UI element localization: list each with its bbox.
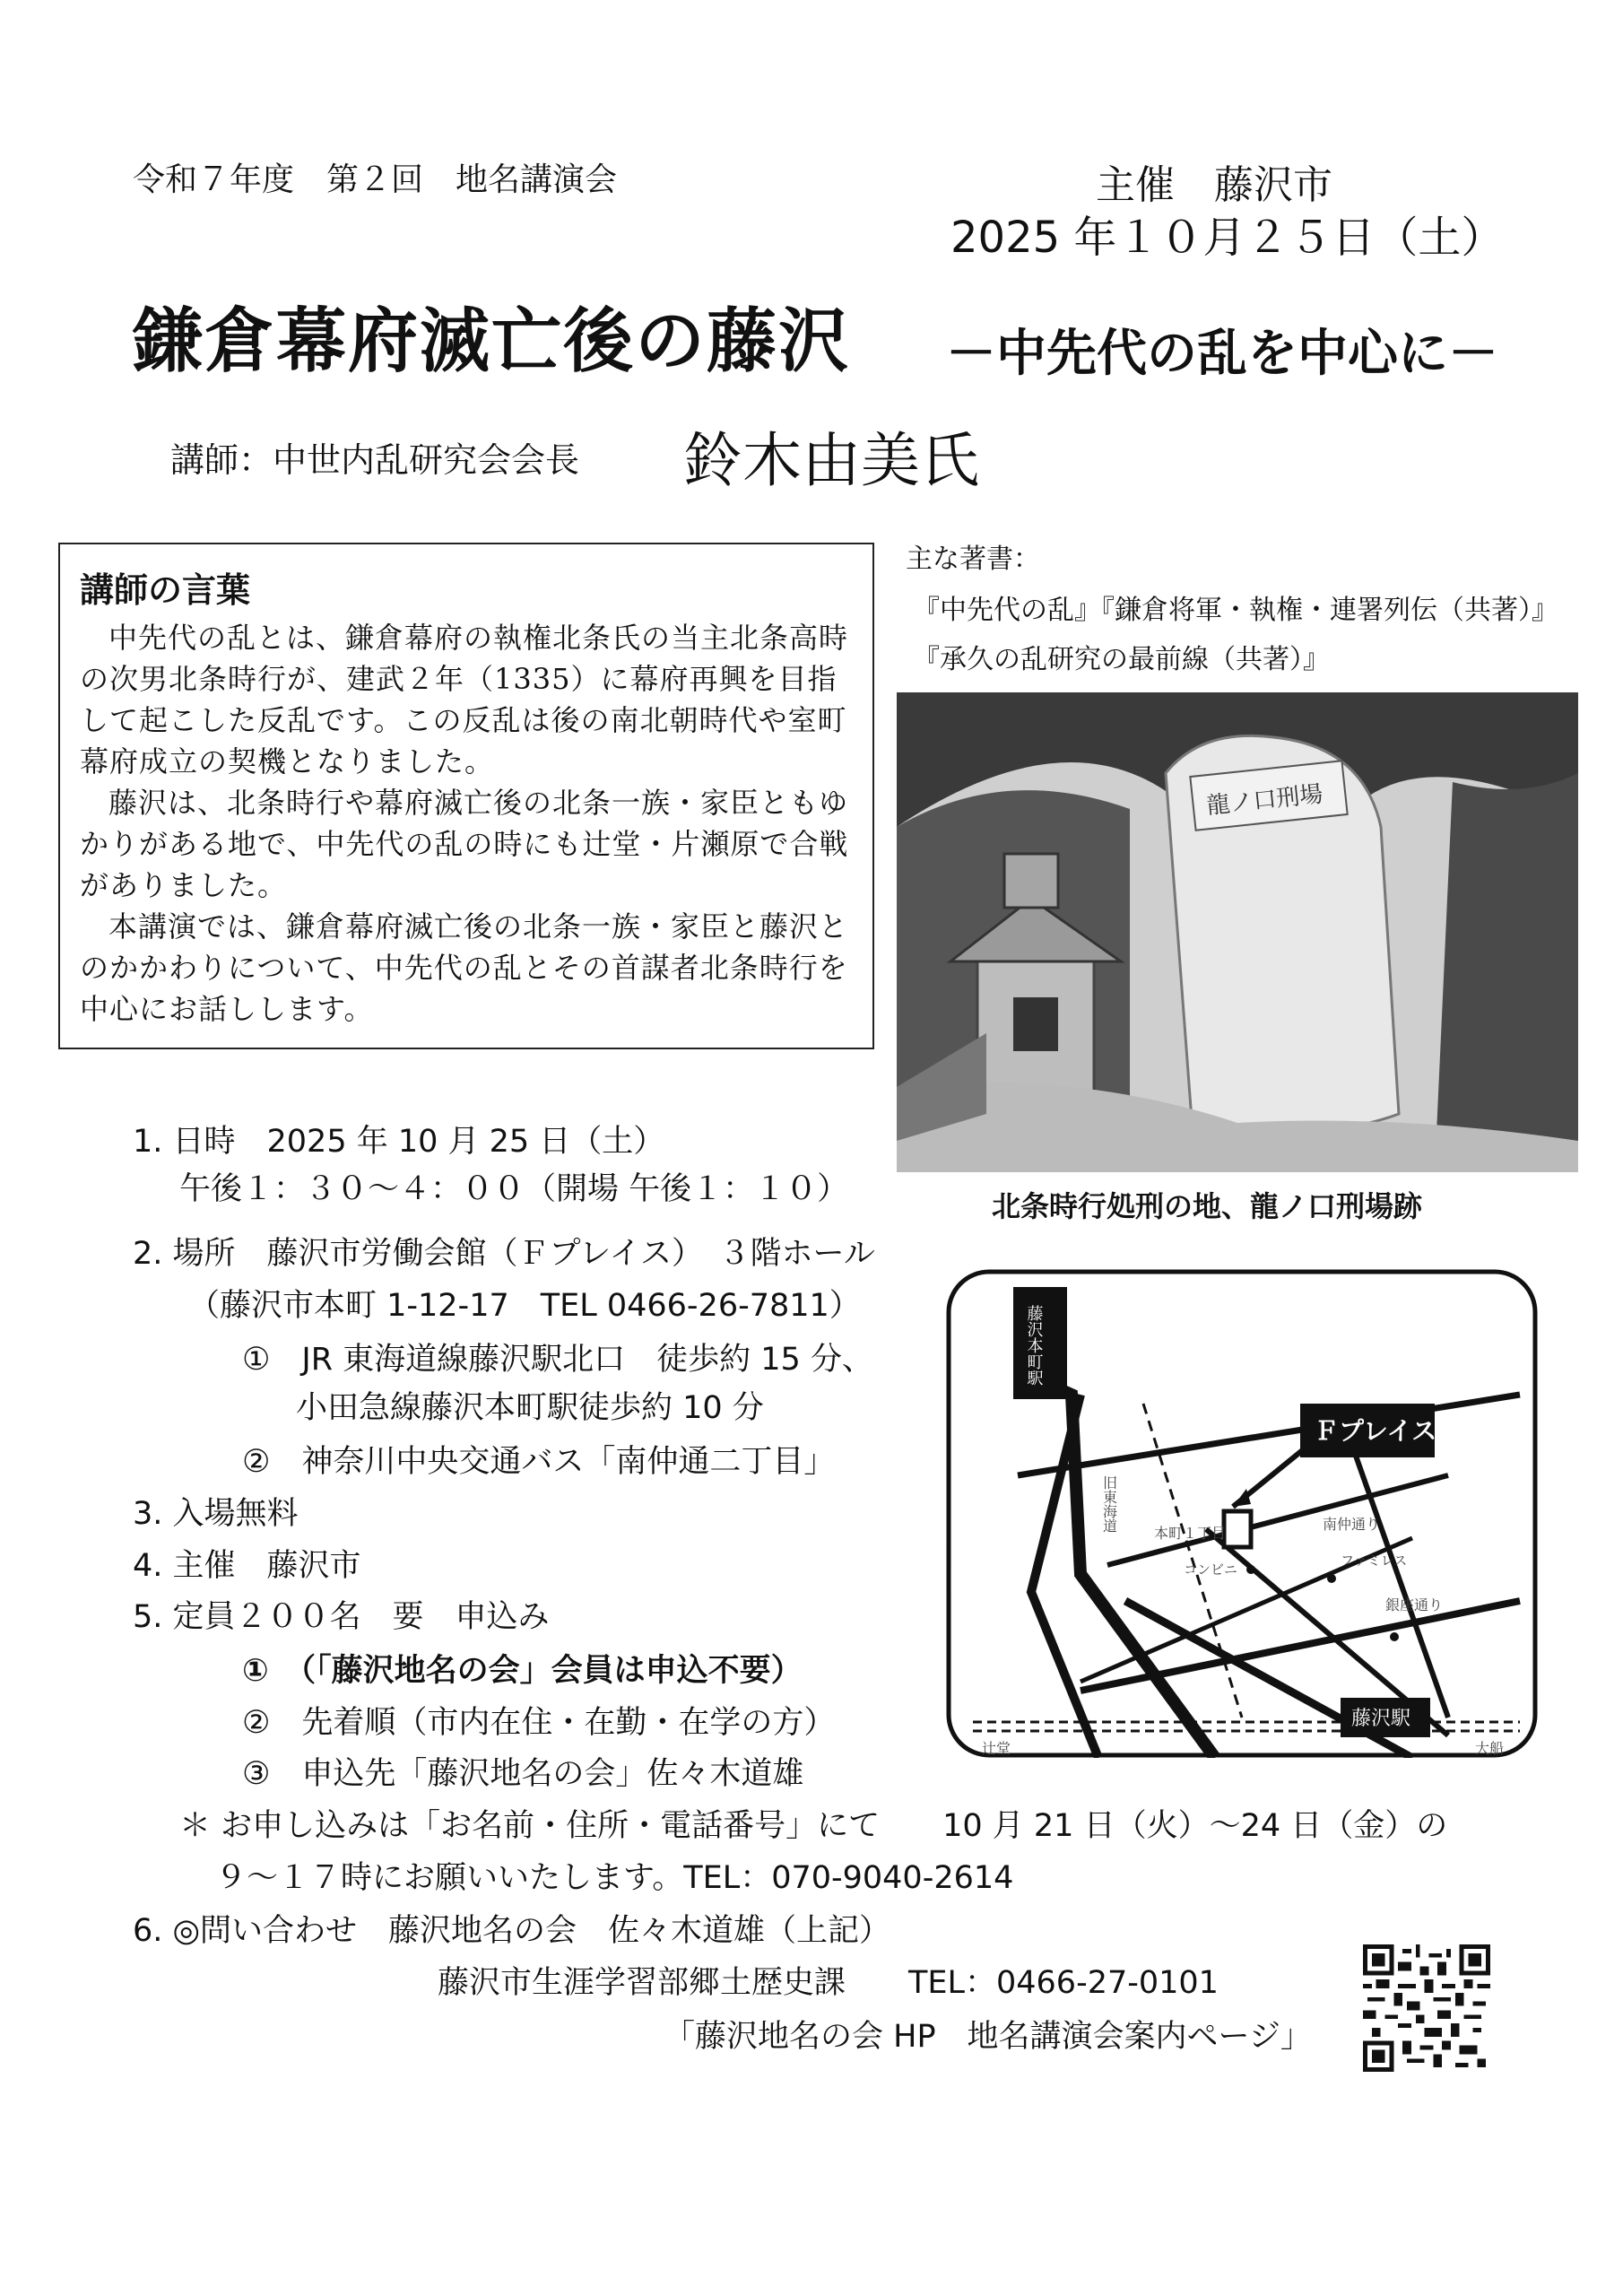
books-line-2: 『承久の乱研究の最前線（共著）』 bbox=[913, 644, 1330, 675]
page-subtitle: －中先代の乱を中心に－ bbox=[946, 325, 1498, 383]
organizer-label: 主催 藤沢市 bbox=[1096, 162, 1332, 208]
info-item-5: 5. 定員２００名 要 申込み bbox=[133, 1599, 550, 1635]
map-street2: 南仲通り bbox=[1323, 1516, 1381, 1533]
info-item-2-access-1b: 小田急線藤沢本町駅徒歩約 10 分 bbox=[296, 1390, 764, 1426]
lecturer-words-paragraph: 中先代の乱とは、鎌倉幕府の執権北条氏の当主北条高時の次男北条時行が、建武２年（1335）に幕府再興を目指して起こした反乱です。この反乱は後の南北朝時代や室町幕府成立の契機となりました。 bbox=[80, 621, 849, 778]
map-street1: 本町１丁目 bbox=[1154, 1525, 1227, 1542]
lecturer-words-paragraph: 藤沢は、北条時行や幕府滅亡後の北条一族・家臣ともゆかりがある地で、中先代の乱の時にも辻堂・片瀬原で合戦がありました。 bbox=[80, 786, 849, 902]
lecturer-words-box bbox=[58, 543, 874, 1049]
lecturer-words-heading: 講師の言葉 bbox=[80, 570, 251, 610]
lecturer-name: 鈴木由美氏 bbox=[683, 426, 979, 495]
photo-caption: 北条時行処刑の地、龍ノ口刑場跡 bbox=[992, 1189, 1423, 1223]
info-item-6: 6. ◎問い合わせ 藤沢地名の会 佐々木道雄（上記） bbox=[133, 1913, 891, 1949]
map-conv: コンビニ bbox=[1184, 1561, 1238, 1578]
map-side-right: 大船 bbox=[1475, 1740, 1505, 1757]
info-item-5-3: ③ 申込先「藤沢地名の会」佐々木道雄 bbox=[242, 1756, 804, 1792]
info-item-5-2: ② 先着順（市内在住・在勤・在学の方） bbox=[242, 1705, 836, 1741]
map-street3: 銀座通り bbox=[1385, 1596, 1444, 1613]
info-item-5-1: ① （「藤沢地名の会」会員は申込不要） bbox=[242, 1653, 803, 1689]
map-side-left: 辻堂 bbox=[982, 1740, 1011, 1757]
map-famires: ファミレス bbox=[1341, 1552, 1408, 1569]
event-date: 2025 年１０月２５日（土） bbox=[950, 213, 1505, 263]
access-map bbox=[946, 1269, 1538, 1758]
page-title: 鎌倉幕府滅亡後の藤沢 bbox=[133, 301, 851, 382]
map-fplace-label: Ｆプレイス bbox=[1314, 1416, 1437, 1446]
info-item-1: 1. 日時 2025 年 10 月 25 日（土） bbox=[133, 1124, 665, 1160]
info-item-2-address: （藤沢市本町 1-12-17 TEL 0466-26-7811） bbox=[188, 1288, 861, 1324]
lecturer-role: 講師：中世内乱研究会会長 bbox=[170, 440, 580, 480]
map-bottom-road: 旧東海道 bbox=[1100, 1475, 1118, 1533]
books-line-1: 『中先代の乱』『鎌倉将軍・執権・連署列伝（共著）』 bbox=[913, 595, 1558, 626]
info-item-3: 3. 入場無料 bbox=[133, 1496, 299, 1532]
books-label: 主な著書： bbox=[906, 544, 1040, 575]
lecturer-words-paragraph: 本講演では、鎌倉幕府滅亡後の北条一族・家臣と藤沢とのかかわりについて、中先代の乱とその首謀者北条時行を中心にお話しします。 bbox=[80, 909, 849, 1026]
hp-link-label: 「藤沢地名の会 HP 地名講演会案内ページ」 bbox=[664, 2019, 1312, 2055]
info-item-2-access-1: ① JR 東海道線藤沢駅北口 徒歩約 15 分、 bbox=[242, 1342, 873, 1378]
series-label: 令和７年度 第２回 地名講演会 bbox=[133, 161, 618, 198]
qr-code[interactable] bbox=[1363, 1944, 1490, 2072]
info-item-4: 4. 主催 藤沢市 bbox=[133, 1548, 361, 1584]
info-item-1-time: 午後１：３０～４：００（開場 午後１：１０） bbox=[179, 1171, 849, 1207]
monument-photo bbox=[897, 692, 1578, 1172]
contact-line: 藤沢市生涯学習部郷土歴史課 TEL：0466-27-0101 bbox=[438, 1965, 1219, 2001]
info-note-tel: ９～１７時にお願いいたします。TEL：070-9040-2614 bbox=[215, 1860, 1014, 1896]
map-station-label: 藤沢本町駅 bbox=[1024, 1305, 1044, 1386]
stone-inscription: 龍ノ口刑場 bbox=[1205, 780, 1324, 821]
info-note: ＊ お申し込みは「お名前・住所・電話番号」にて 10 月 21 日（火）～24 日（金）の bbox=[179, 1808, 1448, 1844]
map-fujisawa-station: 藤沢駅 bbox=[1351, 1708, 1411, 1730]
info-item-2-access-2: ② 神奈川中央交通バス「南仲通二丁目」 bbox=[242, 1444, 836, 1480]
info-item-2: 2. 場所 藤沢市労働会館（Ｆプレイス） ３階ホール bbox=[133, 1236, 875, 1272]
